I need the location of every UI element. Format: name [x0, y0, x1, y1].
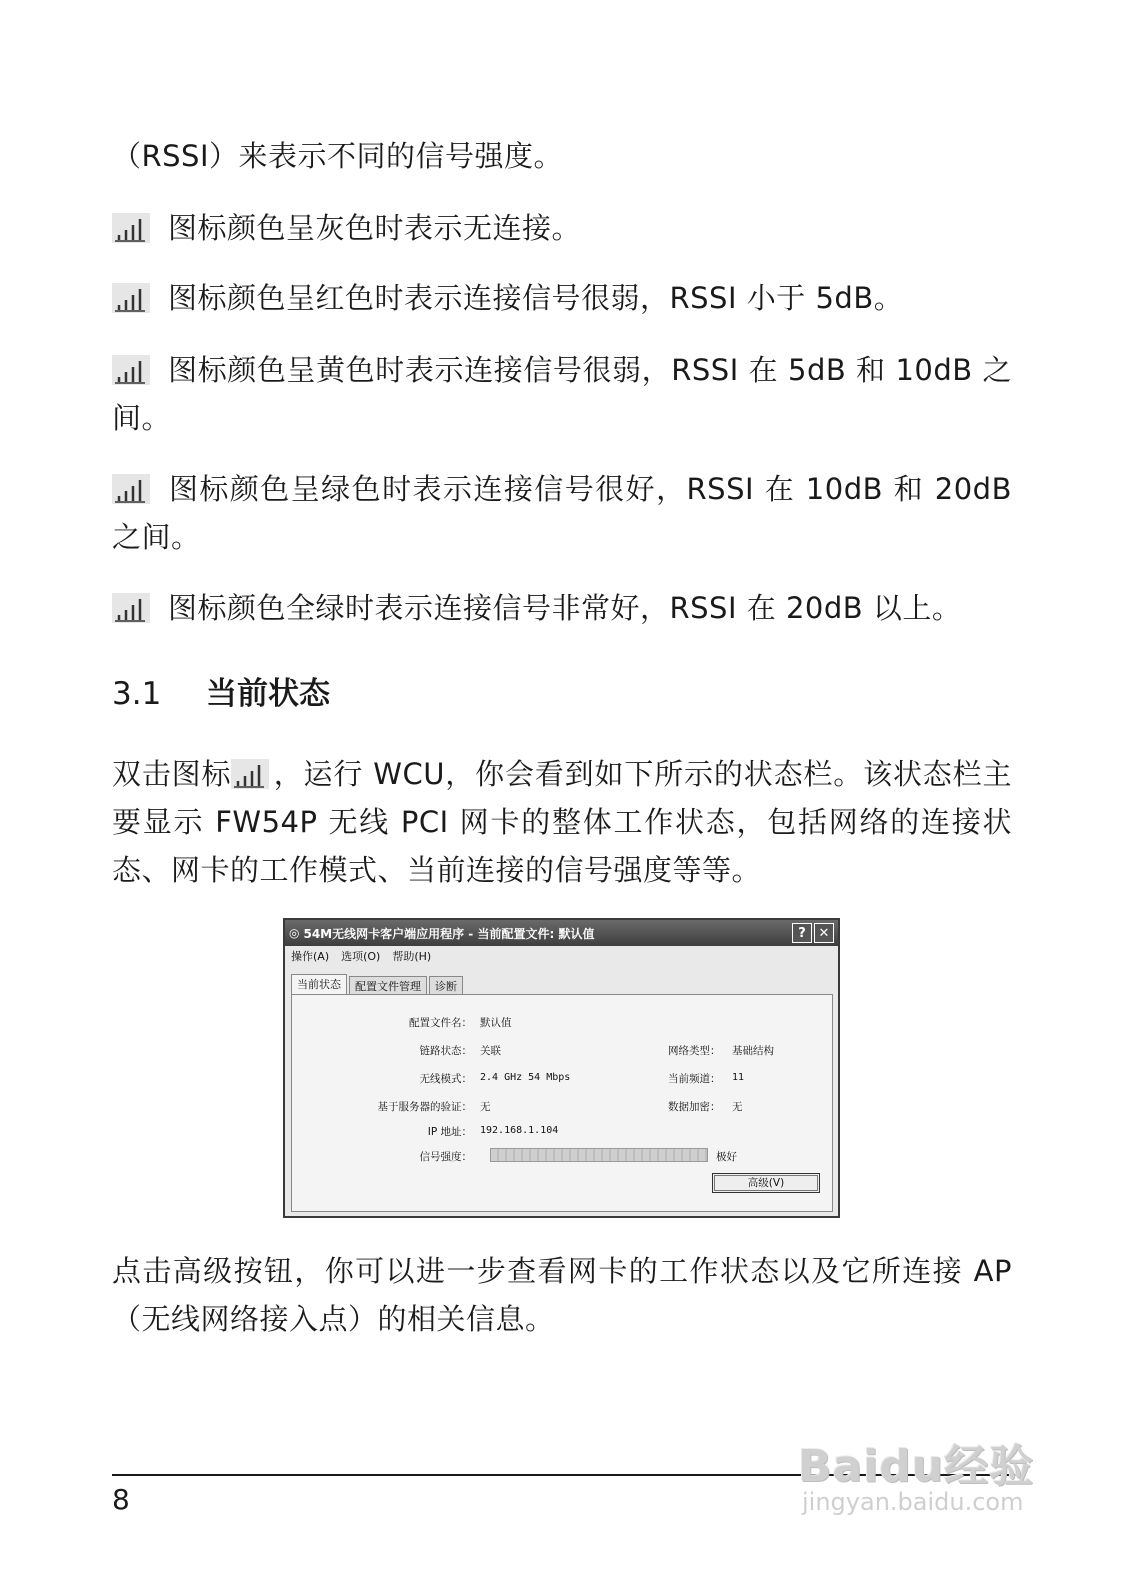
- link-status-value: 关联: [480, 1045, 501, 1057]
- signal-item-red: 图标颜色呈红色时表示连接信号很弱，RSSI 小于 5dB。: [112, 274, 1012, 322]
- channel-label: 当前频道：: [668, 1073, 721, 1085]
- watermark-url: jingyan.baidu.com: [802, 1488, 1024, 1516]
- menu-operate[interactable]: 操作(A): [291, 950, 330, 963]
- window-title: 54M无线网卡客户端应用程序 - 当前配置文件: 默认值: [303, 926, 595, 941]
- close-button[interactable]: ✕: [814, 923, 834, 943]
- tab-diagnostics[interactable]: 诊断: [429, 976, 463, 995]
- wcu-window: [283, 918, 840, 1218]
- signal-strength-icon: [112, 474, 150, 504]
- ip-address-value: 192.168.1.104: [480, 1125, 559, 1136]
- signal-strength-value: 极好: [716, 1151, 737, 1163]
- ip-address-label: IP 地址：: [427, 1126, 472, 1138]
- page-number: 8: [112, 1483, 130, 1516]
- menu-help[interactable]: 帮助(H): [392, 950, 432, 963]
- tab-current-status[interactable]: 当前状态: [291, 974, 347, 995]
- section-heading: [112, 672, 330, 716]
- tab-profile-management[interactable]: 配置文件管理: [349, 976, 427, 995]
- baidu-watermark: [798, 1430, 1058, 1526]
- signal-strength-icon: [231, 759, 269, 789]
- advanced-button[interactable]: 高级(V): [712, 1173, 820, 1193]
- signal-item-full-green: 图标颜色全绿时表示连接信号非常好，RSSI 在 20dB 以上。: [112, 584, 1012, 632]
- advanced-paragraph: 点击高级按钮，你可以进一步查看网卡的工作状态以及它所连接 AP（无线网络接入点）的相关信息。: [112, 1254, 1012, 1336]
- signal-strength-bar: [490, 1148, 708, 1162]
- server-auth-label: 基于服务器的验证：: [377, 1101, 472, 1113]
- signal-strength-icon: [112, 213, 150, 243]
- link-status-label: 链路状态：: [419, 1045, 472, 1057]
- signal-item-yellow: 图标颜色呈黄色时表示连接信号很弱，RSSI 在 5dB 和 10dB 之间。: [112, 353, 1012, 435]
- signal-strength-icon: [112, 283, 150, 313]
- status-paragraph: 双击图标 ，运行 WCU，你会看到如下所示的状态栏。该状态栏主要显示 FW54P 无线 PCI 网卡的整体工作状态，包括网络的连接状态、网卡的工作模式、当前连接的信号强度等等。: [112, 757, 1012, 887]
- watermark-brand: Baidu经验: [798, 1441, 1035, 1492]
- signal-item-gray: 图标颜色呈灰色时表示无连接。: [112, 204, 1012, 252]
- wireless-mode-value: 2.4 GHz 54 Mbps: [480, 1072, 571, 1083]
- signal-strength-label: 信号强度：: [419, 1151, 472, 1163]
- intro-line: （RSSI）来表示不同的信号强度。: [112, 139, 564, 173]
- signal-strength-icon: [112, 593, 150, 623]
- wireless-mode-label: 无线模式：: [419, 1073, 472, 1085]
- menu-bar: [285, 946, 838, 966]
- signal-strength-icon: [112, 355, 150, 385]
- window-titlebar: [285, 920, 838, 946]
- section-title: 当前状态: [206, 676, 330, 712]
- encryption-value: 无: [732, 1101, 743, 1113]
- wireless-app-icon: ◎: [289, 926, 300, 940]
- encryption-label: 数据加密：: [668, 1101, 721, 1113]
- channel-value: 11: [732, 1072, 745, 1083]
- server-auth-value: 无: [480, 1101, 491, 1113]
- status-panel: [291, 994, 833, 1212]
- profile-value: 默认值: [480, 1017, 512, 1029]
- network-type-label: 网络类型：: [668, 1045, 721, 1057]
- signal-item-green: 图标颜色呈绿色时表示连接信号很好，RSSI 在 10dB 和 20dB 之间。: [112, 472, 1012, 554]
- section-number: 3.1: [112, 676, 162, 712]
- help-button[interactable]: ?: [792, 923, 812, 943]
- network-type-value: 基础结构: [732, 1045, 774, 1057]
- tab-bar: [291, 976, 465, 995]
- profile-label: 配置文件名：: [409, 1017, 472, 1029]
- menu-options[interactable]: 选项(O): [341, 950, 381, 963]
